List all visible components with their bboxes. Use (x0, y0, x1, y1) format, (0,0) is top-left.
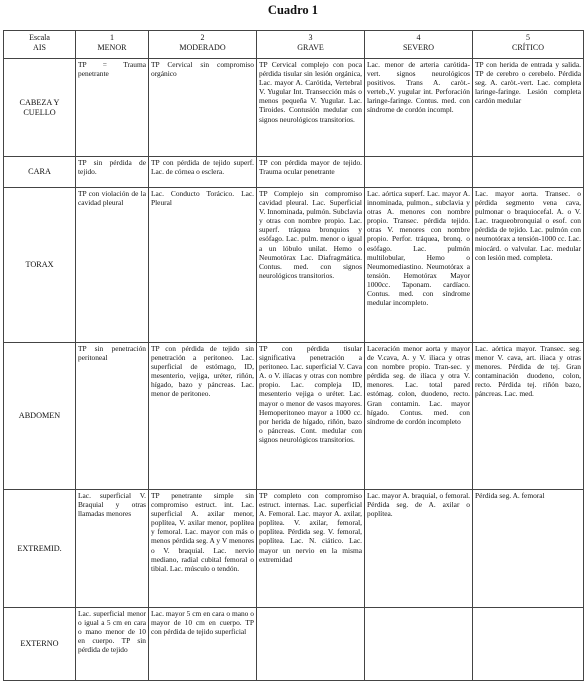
table-cell: TP con violación de la cavidad pleural (76, 188, 149, 343)
table-cell: TP sin penetración peritoneal (76, 343, 149, 490)
row-label-torax: TORAX (4, 188, 76, 343)
table-title: Cuadro 1 (267, 3, 319, 17)
table-cell: TP Complejo sin compromiso cavidad pleural. Lac. Superficial V. Innominada, pulmón. Subclavia y otras con nombre propio. Lac. superf. tráquea bronquios y esófago. Lac. pulm. menor o igual a un lóbulo unilat. Hemo o Neumotórax Lac. Diafragmática. Contus. med. con signos neurológicos transitorios. (257, 188, 365, 343)
table-cell: TP Cervical sin compromiso orgánico (149, 59, 257, 157)
table-cell: Lac. superficial menor o igual a 5 cm en cara o mano menor de 10 en cuerpo. TP sin pérdida de tejido (76, 608, 149, 681)
column-number: 3 (308, 33, 313, 42)
column-header-1 (76, 31, 149, 59)
table-cell (473, 157, 584, 188)
table-row (4, 59, 584, 157)
table-row (4, 490, 584, 608)
table-cell: Laceración menor aorta y mayor de V.cava, A. y V. iliaca y otras con nombre propio. Tran-sec. y pérdida seg. de ilíaca y otra V. menores. Lac. total pared estómag. colon, duodeno, recto. Gran contamin. Lac. mayor hígado. Contus. med. con síndrome de cordón incompleto (365, 343, 473, 490)
scale-header (4, 31, 76, 59)
column-name: SEVERO (402, 42, 435, 52)
table-cell: Lac. superficial V. Braquial y otras llamadas menores (76, 490, 149, 608)
ais-injury-table (3, 30, 584, 681)
table-row (4, 157, 584, 188)
table-cell (473, 608, 584, 681)
table-cell: TP con pérdida de tejido sin penetración a peritoneo. Lac. superficial de estómago, ID, mesenterio, vejiga, uréter, riñón, hígado, bazo y páncreas. Lac. menor de peritoneo. (149, 343, 257, 490)
table-cell: Lac. mayor A. braquial, o femoral. Pérdida seg. de A. axilar o poplítea. (365, 490, 473, 608)
row-label-externo: EXTERNO (4, 608, 76, 681)
table-cell: TP con pérdida de tejido superf. Lac. de córnea o esclera. (149, 157, 257, 188)
table-cell: Lac. menor de arteria carótida-vert. signos neurológicos positivos. Trans A. caròt.-verteb.,V. yugular int. Perforación laringe-faringe. Contus. med. con síndrome de cordón incompl. (365, 59, 473, 157)
table-cell: TP penetrante simple sin compromiso estruct. int. Lac. superficial A. axilar menor, poplítea, V. axilar menor, poplítea y femoral. Lac. mayor con más o menos pérdida seg. A y V menores o V. braquial. Lac. nervio mediano, radial cubital femoral o tibial. Lac. músculo o tendón. (149, 490, 257, 608)
column-header-4 (365, 31, 473, 59)
column-number: 1 (110, 33, 114, 42)
table-cell: TP = Trauma penetrante (76, 59, 149, 157)
table-cell (365, 157, 473, 188)
column-name: MENOR (97, 42, 127, 52)
table-cell: TP completo con compromiso estruct. internas. Lac. superficial A. Femoral. Lac. mayor A. axilar, poplítea. V. axilar, femoral, poplítea. Pérdida seg. V. femoral, poplítea. Lac. N. ciático. Lac. mayor un nervio en la misma extremidad (257, 490, 365, 608)
row-label-abdomen: ABDOMEN (4, 343, 76, 490)
column-header-3 (257, 31, 365, 59)
scale-label: Escala AIS (29, 33, 50, 52)
column-name: GRAVE (297, 42, 324, 52)
column-number: 2 (200, 33, 205, 42)
table-cell: TP con herida de entrada y salida. TP de cerebro o cerebelo. Pérdida seg. A. caròt.-vert. Lac. completa laringe-faringe. Lesión completa cardón medular (473, 59, 584, 157)
table-cell: Lac. aórtica superf. Lac. mayor A. innominada, pulmon., subclavia y otras A. menores con nombre propio. Transec. pérdida tejido. otras V. menores con nombre propio. Perfor. tráquea, bronq. o esófago. Lac. pulmón multilobular, Hemo o Neumomediastino. Neumotórax a tensión. Hemotórax Mayor 1000cc. Taponam. cardíaco. Contus. med. con síndrome medular incompleto. (365, 188, 473, 343)
table-cell: Pérdida seg. A. femoral (473, 490, 584, 608)
column-name: MODERADO (179, 42, 226, 52)
table-cell: Lac. mayor 5 cm en cara o mano o mayor de 10 cm en cuerpo. TP con pérdida de tejido superficial (149, 608, 257, 681)
table-cell: Lac. aórtica mayor. Transec. seg. menor V. cava, art. iliaca y otras menores. Pérdida de tej. Gran contaminación duodeno, colon, recto. Pérdida tej. riñón bazo, páncreas. Lac. med. (473, 343, 584, 490)
table-cell: TP sin pérdida de tejido. (76, 157, 149, 188)
table-cell: Lac. mayor aorta. Transec. o pérdida segmento vena cava, pulmonar o braquiocefal. A. o V. Lac. traqueobronquial o esof. con pérdida de tejido. Lac. pulmón con neumotórax a tensión-1000 cc. Lac. miocárd. o valvular. Lac. medular con lesión med. completa. (473, 188, 584, 343)
table-cell: TP con pérdida mayor de tejido. Trauma ocular penetrante (257, 157, 365, 188)
table-row (4, 188, 584, 343)
column-number: 4 (416, 33, 421, 42)
column-name: CRÍTICO (512, 42, 544, 52)
column-header-2 (149, 31, 257, 59)
row-label-cara: CARA (4, 157, 76, 188)
row-label-cabeza-cuello: CABEZA Y CUELLO (4, 59, 76, 157)
table-cell: TP Cervical complejo con poca pérdida tisular sin lesión orgánica, Lac. mayor A. Carótida, Vertebral V. Yugular Int. Transección más o menos pequeña V. Yugular. Lac. Tiroides. Contusión medular con signos neurológicos transitorios. (257, 59, 365, 157)
table-cell (365, 608, 473, 681)
table-row (4, 343, 584, 490)
header-row (4, 31, 584, 59)
column-number: 5 (526, 33, 530, 42)
table-cell: TP con pérdida tisular significativa penetración a peritoneo. Lac. superficial V. Cava A. o V. ilíacas y otras con nombre propio. Lac. compleja ID, mesenterio vejiga o uréter. Lac. mayor o menor de vasos mayores. Hemoperitoneo mayor a 1000 cc. por herida de hígado, riñón, bazo o páncreas. Cont. medular con signos neurológicos transitorios. (257, 343, 365, 490)
table-cell: Lac. Conducto Torácico. Lac. Pleural (149, 188, 257, 343)
table-cell (257, 608, 365, 681)
table-row (4, 608, 584, 681)
row-label-extremid: EXTREMID. (4, 490, 76, 608)
column-header-5 (473, 31, 584, 59)
